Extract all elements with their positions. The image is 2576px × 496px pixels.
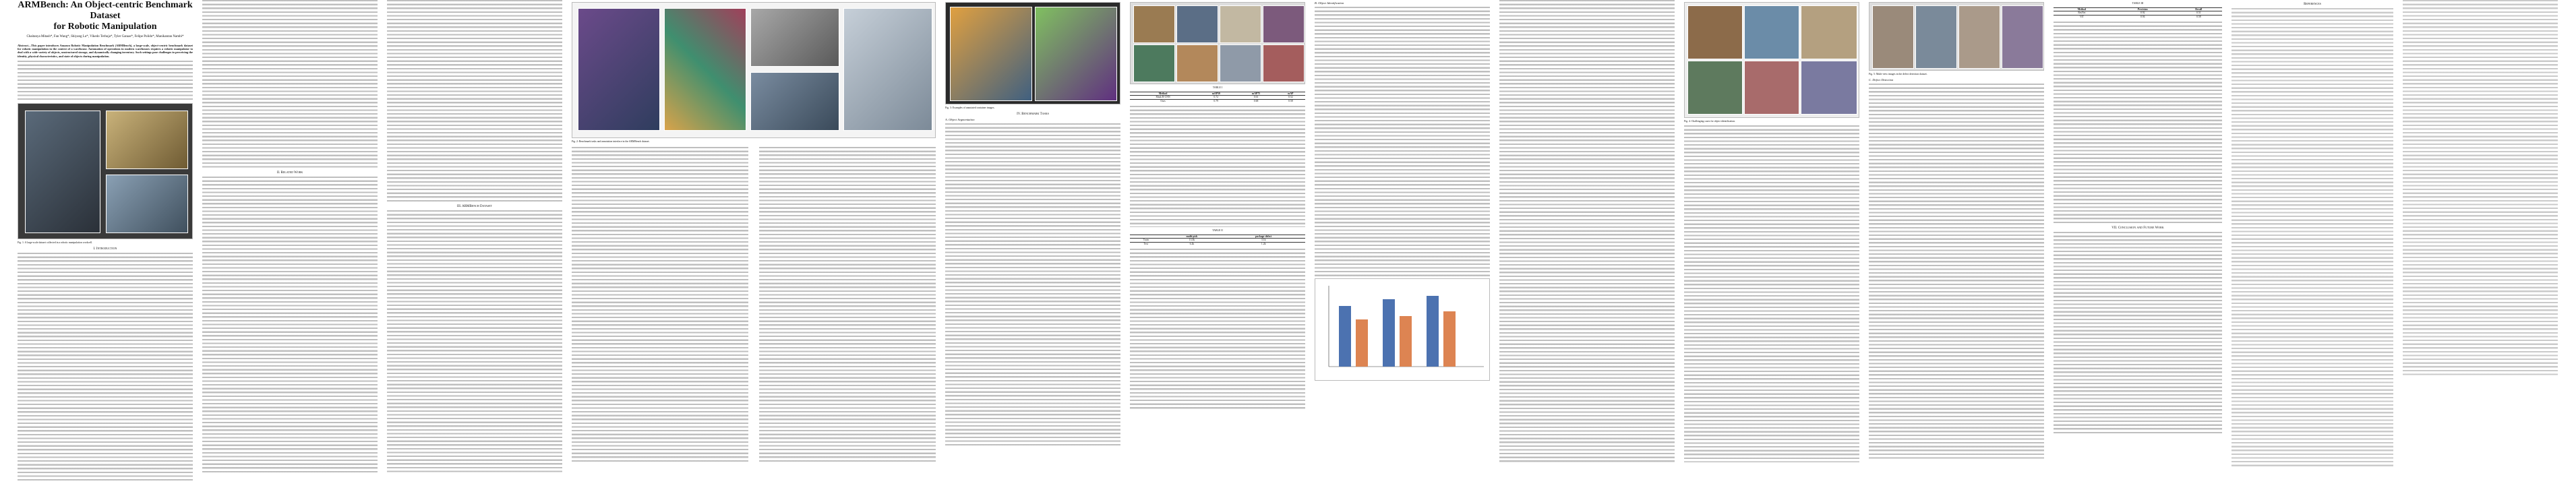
table-cell: 0.94	[2110, 16, 2176, 19]
table-cell: Mask R-CNN	[1130, 96, 1196, 100]
table-cell: 0.58	[2176, 16, 2222, 19]
robot-arm-photo	[106, 111, 188, 169]
workcell-photo	[25, 111, 100, 233]
column-13	[2403, 0, 2558, 496]
subsection-identification-heading: B. Object Identification	[1315, 1, 1344, 5]
grid-photo-4	[1263, 5, 1305, 43]
table-cell: Ours	[1130, 100, 1196, 103]
table-cell: 6.2k	[1162, 243, 1222, 246]
challenge-photo-4	[1687, 61, 1743, 115]
grid-photo-8	[1263, 44, 1305, 82]
defect-view-2	[1915, 5, 1957, 69]
table-cell: 0.68	[1236, 100, 1276, 103]
table-2-header: package-defect	[1222, 235, 1305, 239]
figure-2	[572, 2, 936, 138]
table-cell: 0.92	[2110, 11, 2176, 16]
column-11	[2054, 0, 2222, 496]
identification-text	[1315, 7, 1490, 276]
column-9	[1684, 0, 1859, 496]
references-list-continued	[2403, 0, 2558, 377]
section-tasks-heading: IV. Benchmark Tasks	[1017, 112, 1049, 116]
subsection-segmentation-heading: A. Object Segmentation	[945, 117, 975, 121]
figure-3	[945, 2, 1120, 104]
table-1-title: TABLE I	[1212, 86, 1223, 89]
table-3	[2054, 7, 2222, 19]
table-cell: 1.2k	[1222, 243, 1305, 246]
annotated-tote-1	[950, 7, 1032, 101]
section-intro-heading: I. Introduction	[93, 247, 117, 251]
segmentation-mask-image	[664, 8, 746, 131]
grid-photo-2	[1176, 5, 1218, 43]
figure-2-caption: Fig. 2: Benchmark tasks and annotation interface in the ARMBench dataset.	[572, 140, 650, 143]
table-2	[1130, 235, 1305, 246]
column-4-left-text	[572, 147, 748, 464]
conclusion-text	[2054, 232, 2222, 434]
subsection-defect-heading: C. Defect Detection	[1869, 78, 1894, 82]
challenge-photo-1	[1687, 5, 1743, 59]
table-1	[1130, 92, 1305, 103]
abstract: Abstract—This paper introduces Amazon Robotic Manipulation Benchmark (ARMBench), a large-scale, object-centric benchmark dataset for robotic manipulation in the context of a warehouse. Automation of operations in modern warehouses requires a robotic manipulator to deal with a wide variety of objects, unstructured storage, and dynamically changing inventory. Such settings pose challenges in perceiving the identity, physical characteristics, and state of objects during manipulation.	[18, 43, 193, 58]
place-image	[750, 72, 839, 131]
figure-4	[1684, 2, 1859, 118]
column-2	[202, 0, 378, 496]
grid-photo-6	[1176, 44, 1218, 82]
challenge-photo-2	[1744, 5, 1799, 59]
chart-bar	[1443, 311, 1456, 367]
column-12	[2231, 0, 2393, 496]
references-list	[2231, 8, 2393, 466]
bar-chart-svg	[1315, 279, 1489, 379]
chart-bar	[1427, 296, 1439, 367]
segmentation-text	[945, 123, 1120, 447]
table-1-header: mAP	[1276, 92, 1305, 96]
chart-bar	[1383, 299, 1395, 367]
author-list: Chaitanya Mitash*, Fan Wang*, Shiyang Lu*, Vikedo Terhuja*, Tyler Garaas*, Felipe Polido*, Manikantan Nambi*	[26, 35, 184, 38]
section-conclusion-heading: VII. Conclusion and Future Work	[2111, 226, 2164, 230]
column-5	[945, 0, 1120, 496]
column-9-text	[1684, 125, 1859, 462]
pick-image	[750, 8, 839, 67]
table-cell: Test	[1130, 243, 1162, 246]
column-1	[18, 0, 193, 496]
table-cell: 0.61	[1236, 96, 1276, 100]
column-10	[1869, 0, 2044, 496]
section-related-heading: II. Related Work	[276, 171, 303, 175]
defect-view-4	[2002, 5, 2043, 69]
annotated-tote-2	[1035, 7, 1117, 101]
challenge-photo-6	[1801, 61, 1857, 115]
table-1-header: mAP50	[1196, 92, 1236, 96]
grid-photo-3	[1220, 5, 1261, 43]
figure-3-caption: Fig. 3: Examples of annotated container images.	[945, 106, 995, 109]
column-11-text	[2054, 22, 2222, 224]
grid-photo-1	[1133, 5, 1175, 43]
table-cell: 13.3k	[1162, 239, 1222, 243]
figure-1-caption: Fig. 1: A large-scale dataset collected in a robotic manipulation workcell.	[18, 241, 93, 245]
section-armbench-heading: III. ARMBench Dataset	[456, 205, 493, 208]
table-3-title: TABLE III	[2132, 2, 2144, 5]
column-8-text	[1499, 0, 1675, 464]
column-6-text	[1130, 106, 1305, 227]
table-cell: 0.51	[2176, 11, 2222, 16]
table-cell: 0.52	[1276, 96, 1305, 100]
table-cell: ResNet	[2054, 11, 2110, 16]
column-8	[1499, 0, 1675, 496]
table-row	[1130, 243, 1305, 246]
figure-5-caption: Fig. 5: Multi-view images in the defect detection dataset.	[1869, 73, 1927, 75]
figure-bar-chart	[1315, 278, 1490, 381]
figure-4-caption: Fig. 4: Challenging cases for object identification.	[1684, 120, 1736, 123]
column-4	[572, 0, 936, 496]
tote-photo	[106, 175, 188, 233]
column-6-text-lower	[1130, 249, 1305, 410]
table-2-header: multi-pick	[1162, 235, 1222, 239]
table-cell: 0.58	[1276, 100, 1305, 103]
table-cell: 3.1k	[1222, 239, 1305, 243]
column-3	[387, 0, 562, 496]
column-6	[1130, 0, 1305, 496]
intro-text	[18, 253, 193, 482]
defect-text	[1869, 84, 2044, 461]
related-work-text-continued	[387, 0, 562, 202]
chart-bar	[1356, 319, 1368, 367]
figure-5	[1869, 2, 2044, 71]
intro-text-continued	[202, 0, 378, 168]
table-3-header: Recall	[2176, 7, 2222, 11]
related-work-text	[202, 177, 378, 473]
challenge-photo-5	[1744, 61, 1799, 115]
container-image	[578, 8, 660, 131]
defect-view-3	[1958, 5, 2000, 69]
column-7	[1315, 0, 1490, 496]
table-3-header: Method	[2054, 7, 2110, 11]
abstract-continued	[18, 61, 193, 101]
paper-title	[18, 0, 193, 32]
grid-photo-5	[1133, 44, 1175, 82]
table-cell: Train	[1130, 239, 1162, 243]
photo-grid	[1130, 2, 1305, 84]
section-references-heading: References	[2304, 3, 2321, 6]
chart-bar	[1339, 306, 1351, 367]
table-row	[2054, 16, 2222, 19]
table-row	[1130, 100, 1305, 103]
defect-view-1	[1872, 5, 1914, 69]
table-cell: 0.72	[1196, 96, 1236, 100]
reference-images	[843, 8, 932, 131]
table-cell: ViT	[2054, 16, 2110, 19]
table-3-header: Precision	[2110, 7, 2176, 11]
chart-bar	[1400, 316, 1412, 367]
table-1-header: Method	[1130, 92, 1196, 96]
grid-photo-7	[1220, 44, 1261, 82]
figure-1	[18, 103, 193, 239]
title-line-2: for Robotic Manipulation	[53, 22, 157, 32]
table-cell: 0.79	[1196, 100, 1236, 103]
table-2-title: TABLE II	[1212, 228, 1223, 232]
title-line-1: ARMBench: An Object-centric Benchmark Dataset	[18, 0, 193, 21]
table-1-header: mAP75	[1236, 92, 1276, 96]
column-4-right-text	[759, 147, 936, 464]
challenge-photo-3	[1801, 5, 1857, 59]
armbench-text	[387, 210, 562, 473]
